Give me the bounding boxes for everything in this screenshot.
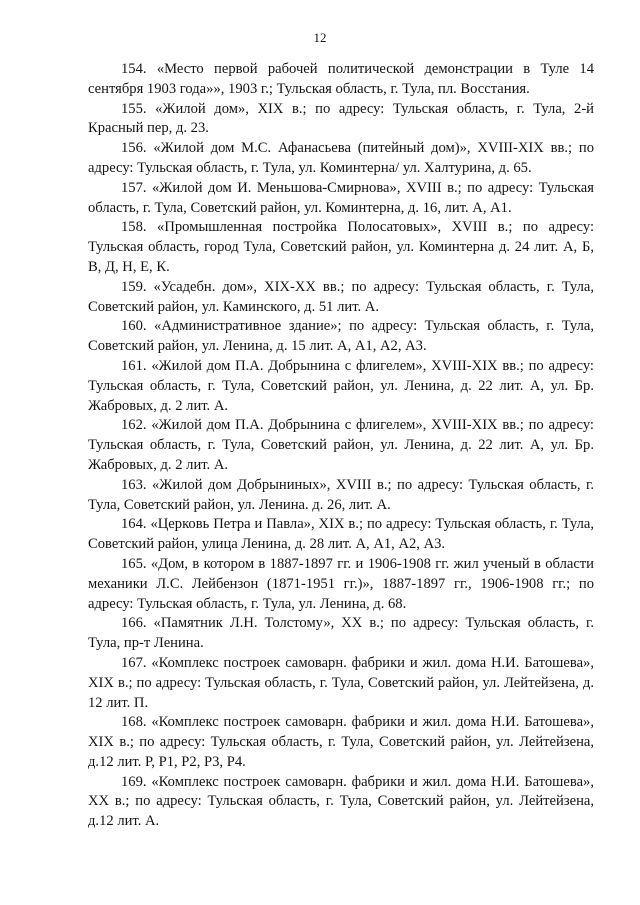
list-item: 165. «Дом, в котором в 1887-1897 гг. и 1906-1908 гг. жил ученый в области механики Л.С. Лейбензон (1871-1951 гг.)», 1887-1897 гг., 1906-1908 гг.; по адресу: Тульская область, г. Тула, ул. Ленина, д. 68. (88, 555, 594, 612)
list-item: 164. «Церковь Петра и Павла», XIX в.; по адресу: Тульская область, г. Тула, Советский район, улица Ленина, д. 28 лит. А, А1, А2, А3. (88, 516, 594, 553)
list-item: 163. «Жилой дом Добрыниных», XVIII в.; по адресу: Тульская область, г. Тула, Советский район, ул. Ленина. д. 26, лит. А. (88, 476, 594, 513)
list-item: 169. «Комплекс построек самоварн. фабрики и жил. дома Н.И. Батошева», XX в.; по адресу: Тульская область, г. Тула, Советский район, ул. Лейтейзена, д.12 лит. А. (88, 773, 594, 830)
list-item: 154. «Место первой рабочей политической демонстрации в Туле 14 сентября 1903 года»», 1903 г.; Тульская область, г. Тула, пл. Восстания. (88, 61, 594, 97)
list-item: 155. «Жилой дом», XIX в.; по адресу: Тульская область, г. Тула, 2-й Красный пер, д. 23. (88, 100, 594, 137)
page-number: 12 (313, 30, 327, 45)
list-item: 168. «Комплекс построек самоварн. фабрики и жил. дома Н.И. Батошева», XIX в.; по адресу: Тульская область, г. Тула, Советский район, ул. Лейтейзена, д.12 лит. Р, Р1, Р2, Р3, Р4. (88, 714, 594, 770)
list-item: 159. «Усадебн. дом», XIX-XX вв.; по адресу: Тульская область, г. Тула, Советский район, ул. Каминского, д. 51 лит. А. (88, 278, 594, 315)
list-item: 156. «Жилой дом М.С. Афанасьева (питейный дом)», XVIII-XIX вв.; по адресу: Тульская область, г. Тула, ул. Коминтерна/ ул. Халтурина, д. 65. (88, 140, 594, 176)
document-body (88, 60, 594, 832)
list-item: 160. «Административное здание»; по адресу: Тульская область, г. Тула, Советский район, ул. Ленина, д. 15 лит. А, А1, А2, А3. (88, 318, 594, 355)
list-item: 166. «Памятник Л.Н. Толстому», XX в.; по адресу: Тульская область, г. Тула, пр-т Ленина. (88, 615, 594, 652)
list-item: 162. «Жилой дом П.А. Добрынина с флигелем», XVIII-XIX вв.; по адресу: Тульская область, г. Тула, Советский район, ул. Ленина, д. 22 лит. А, ул. Бр. Жабровых, д. 2 лит. А. (88, 417, 594, 473)
list-item: 158. «Промышленная постройка Полосатовых», XVIII в.; по адресу: Тульская область, город Тула, Советский район, ул. Коминтерна д. 24 лит. А, Б, В, Д, Н, Е, К. (88, 219, 594, 275)
list-item: 161. «Жилой дом П.А. Добрынина с флигелем», XVIII-XIX вв.; по адресу: Тульская область, г. Тула, Советский район, ул. Ленина, д. 22 лит. А, ул. Бр. Жабровых, д. 2 лит. А. (88, 357, 594, 414)
list-item: 157. «Жилой дом И. Меньшова-Смирнова», XVIII в.; по адресу: Тульская область, г. Тула, Советский район, ул. Коминтерна, д. 16, лит. А, А1. (88, 179, 594, 216)
list-item: 167. «Комплекс построек самоварн. фабрики и жил. дома Н.И. Батошева», XIX в.; по адресу: Тульская область, г. Тула, Советский район, ул. Лейтейзена, д. 12 лит. П. (88, 654, 594, 711)
